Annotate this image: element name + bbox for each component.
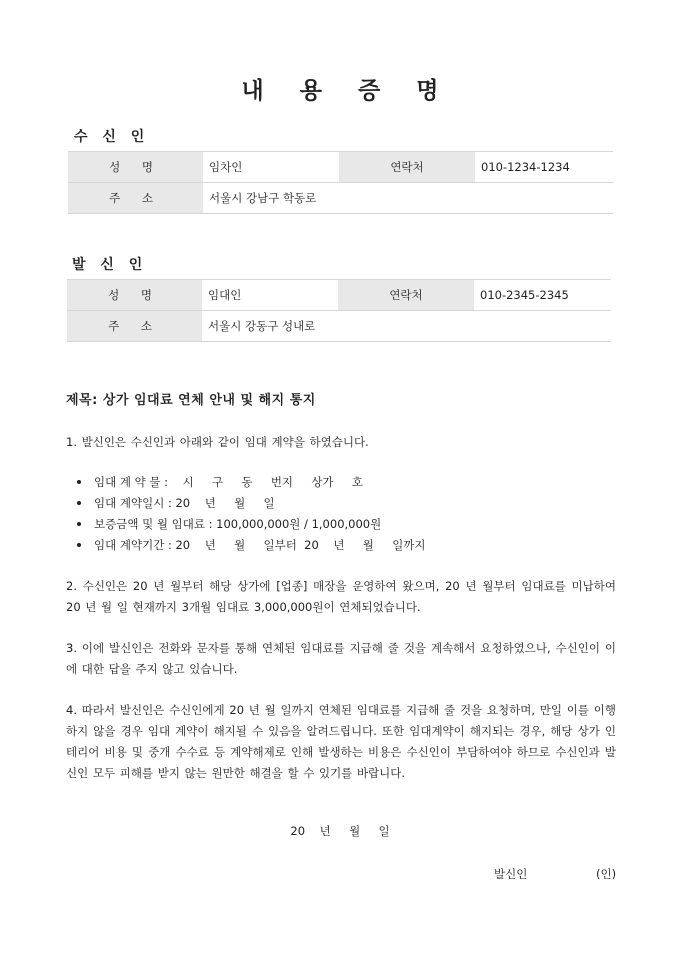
sender-contact: 010-2345-2345 [474,280,611,311]
recipient-heading: 수 신 인 [74,129,150,145]
list-item: 임대 계약기간 : 20 년 월 일부터 20 년 월 일까지 [66,535,426,556]
list-item: 임대 계 약 물 : 시 구 동 번지 상가 호 [66,472,426,493]
sender-contact-label: 연락처 [338,280,474,311]
list-item: 임대 계약일시 : 20 년 월 일 [66,493,426,514]
document-title: 내 용 증 명 [241,78,453,104]
sender-name-label: 성 명 [67,280,202,311]
sender-table [67,279,611,342]
contract-items-list [66,472,426,556]
recipient-table [68,151,613,214]
paragraph-2: 2. 수신인은 20 년 월부터 해당 상가에 [업종] 매장을 운영하여 왔으며, 20 년 월부터 임대료를 미납하여 20 년 월 일 현재까지 3개월 임대료 3,000,000원이 연체되었습니다. [66,579,616,614]
bullet-icon [77,501,81,505]
bullet-icon [77,522,81,526]
sender-name: 임대인 [202,280,338,311]
subject-line: 제목: 상가 임대료 연체 안내 및 해지 통지 [66,393,316,408]
list-item: 보증금액 및 월 임대료 : 100,000,000원 / 1,000,000원 [66,514,426,535]
sender-heading: 발 신 인 [72,257,148,273]
recipient-contact: 010-1234-1234 [475,152,613,183]
recipient-contact-label: 연락처 [339,152,475,183]
recipient-name-label: 성 명 [68,152,203,183]
signature-label: 발신인 [494,867,528,881]
recipient-name: 임차인 [203,152,339,183]
sender-address: 서울시 강동구 성내로 [202,311,611,342]
recipient-address-label: 주 소 [68,183,203,214]
recipient-address: 서울시 강남구 학동로 [203,183,613,214]
date-line: 20 년 월 일 [290,824,390,838]
paragraph-3: 3. 이에 발신인은 전화와 문자를 통해 연체된 임대료를 지급해 줄 것을 계속해서 요청하였으나, 수신인이 이에 대한 답을 주지 않고 있습니다. [66,641,616,676]
sender-address-label: 주 소 [67,311,202,342]
paragraph-1: 1. 발신인은 수신인과 아래와 같이 임대 계약을 하였습니다. [66,435,369,449]
bullet-icon [77,543,81,547]
seal-label: (인) [596,867,617,881]
paragraph-4: 4. 따라서 발신인은 수신인에게 20 년 월 일까지 연체된 임대료를 지급해 줄 것을 요청하며, 만일 이를 이행하지 않을 경우 임대 계약이 해지될 수 있음을 알려드립니다. 또한 임대계약이 해지되는 경우, 해당 상가 인테리어 비용 및 중개 수수료 등 계약해제로 인해 발생하는 비용은 수신인이 부담하여야 하므로 수신인과 발신인 모두 피해를 받지 않는 원만한 해결을 할 수 있기를 바랍니다. [66,703,616,780]
bullet-icon [77,480,81,484]
